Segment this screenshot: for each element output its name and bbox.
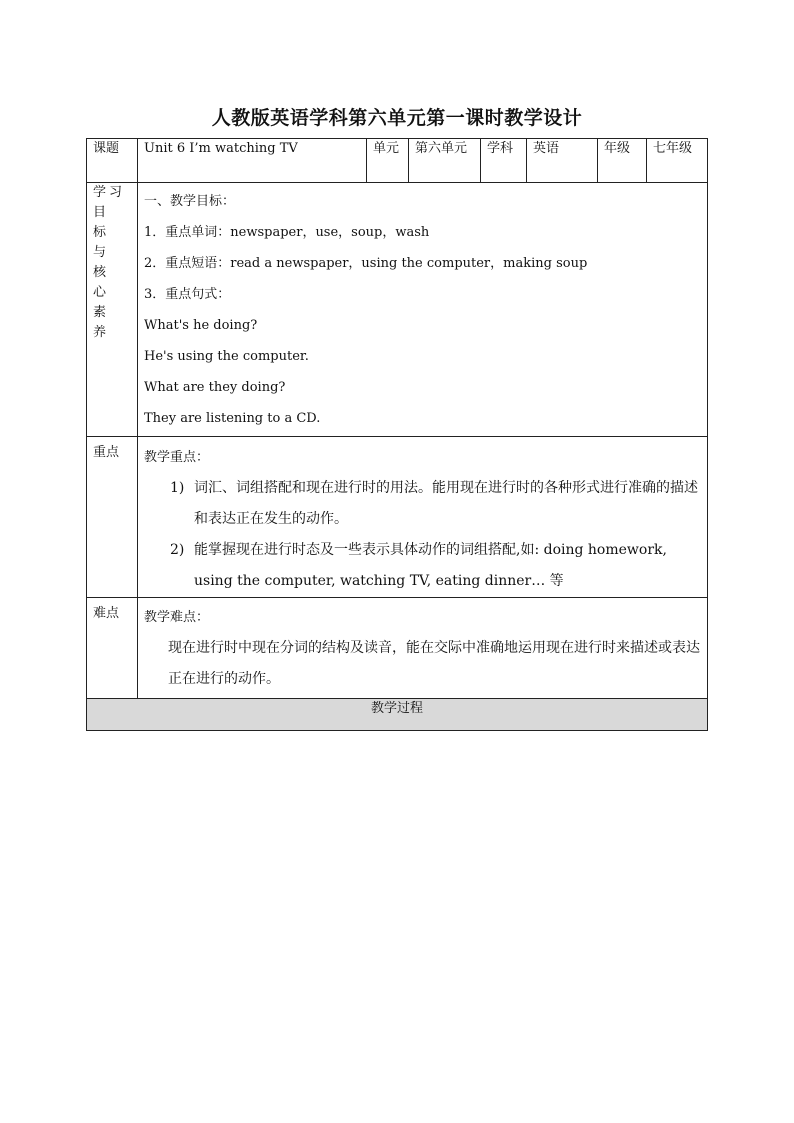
key-points-label: 重点 xyxy=(87,437,138,598)
objective-line: 1．重点单词：newspaper，use，soup，wash xyxy=(144,225,430,240)
subject-label: 学科 xyxy=(481,139,527,183)
objectives-label-line: 养 xyxy=(93,325,110,340)
key-points-content xyxy=(138,437,708,598)
key-point-number: 2) xyxy=(170,542,185,558)
objective-line: He's using the computer. xyxy=(144,349,309,364)
key-point-text: 词汇、词组搭配和现在进行时的用法。能用现在进行时的各种形式进行准确的描述和表达正在发生的动作。 xyxy=(194,480,698,527)
key-point-text: 能掌握现在进行时态及一些表示具体动作的词组搭配,如: doing homework, using the computer, watching TV, eating dinner… 等 xyxy=(194,542,667,589)
key-point-number: 1) xyxy=(170,480,185,496)
objectives-content xyxy=(138,183,708,437)
objectives-label-line: 心 素 xyxy=(93,285,110,320)
unit-label: 单元 xyxy=(367,139,409,183)
objectives-label-line: 学习 xyxy=(93,185,126,200)
objectives-label xyxy=(87,183,138,437)
process-row xyxy=(87,699,708,731)
page-title: 人教版英语学科第六单元第一课时教学设计 xyxy=(211,107,583,129)
difficulties-heading: 教学难点： xyxy=(144,610,210,625)
objective-line: 3．重点句式： xyxy=(144,287,231,302)
objectives-label-line: 与 核 xyxy=(93,245,110,280)
topic-label: 课题 xyxy=(87,139,138,183)
objectives-heading: 一、教学目标： xyxy=(144,194,236,209)
process-label: 教学过程 xyxy=(87,699,708,731)
key-points-heading: 教学重点： xyxy=(144,450,210,465)
subject-value: 英语 xyxy=(527,139,598,183)
objectives-label-line: 目 标 xyxy=(93,205,110,240)
difficulties-text: 现在进行时中现在分词的结构及读音，能在交际中准确地运用现在进行时来描述或表达正在进行的动作。 xyxy=(168,640,700,687)
difficulties-label: 难点 xyxy=(87,598,138,699)
objective-line: They are listening to a CD. xyxy=(144,411,321,426)
key-points-row xyxy=(87,437,708,598)
unit-value: 第六单元 xyxy=(409,139,481,183)
objective-line: What's he doing? xyxy=(144,318,258,333)
difficulties-row xyxy=(87,598,708,699)
header-row xyxy=(87,139,708,183)
grade-value: 七年级 xyxy=(647,139,708,183)
difficulties-content xyxy=(138,598,708,699)
objective-line: 2．重点短语：read a newspaper，using the computer，making soup xyxy=(144,256,588,271)
lesson-plan-table xyxy=(86,138,708,731)
key-point-item xyxy=(144,473,701,535)
topic-value: Unit 6 I’m watching TV xyxy=(138,139,367,183)
objectives-row xyxy=(87,183,708,437)
grade-label: 年级 xyxy=(598,139,647,183)
objective-line: What are they doing? xyxy=(144,380,286,395)
key-point-item xyxy=(144,535,701,597)
